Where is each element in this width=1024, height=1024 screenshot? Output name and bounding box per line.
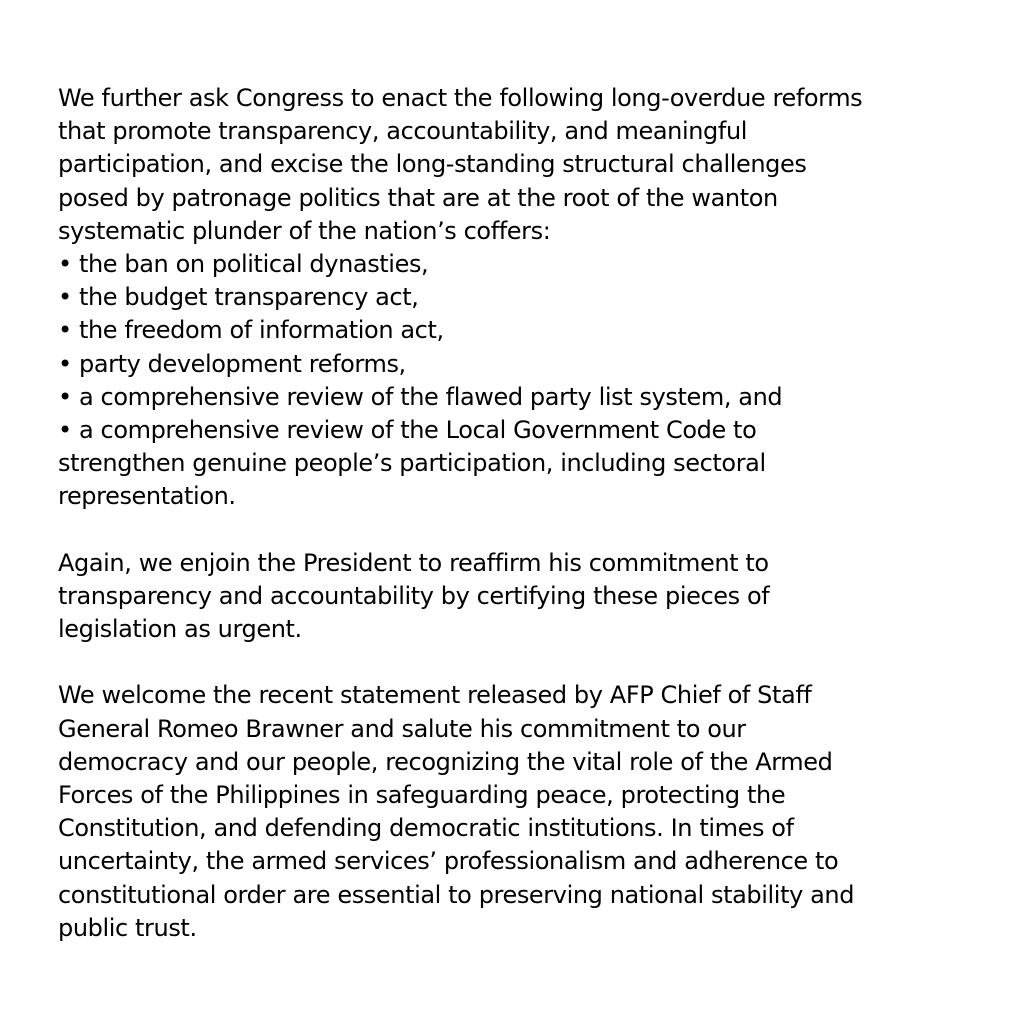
- text-line: participation, and excise the long-standing structural challenges: [58, 150, 807, 179]
- text-line: We further ask Congress to enact the following long-overdue reforms: [58, 84, 863, 112]
- bullet-item: • a comprehensive review of the flawed party list system, and: [58, 382, 783, 411]
- paragraph-reforms: [58, 82, 988, 513]
- text-line: representation.: [58, 482, 236, 511]
- text-line: uncertainty, the armed services’ professionalism and adherence to: [58, 847, 839, 876]
- statement-document: [58, 82, 988, 945]
- text-line: Again, we enjoin the President to reaffirm his commitment to: [58, 548, 769, 577]
- text-line: Forces of the Philippines in safeguarding peace, protecting the: [58, 780, 786, 809]
- text-line: democracy and our people, recognizing the vital role of the Armed: [58, 747, 833, 776]
- bullet-item: • the budget transparency act,: [58, 283, 419, 312]
- text-line: systematic plunder of the nation’s coffers:: [58, 216, 551, 245]
- text-line: posed by patronage politics that are at the root of the wanton: [58, 183, 778, 212]
- text-line: Constitution, and defending democratic institutions. In times of: [58, 814, 794, 843]
- text-line: public trust.: [58, 913, 197, 942]
- paragraph-spacer: [58, 513, 988, 546]
- bullet-item: • party development reforms,: [58, 349, 406, 378]
- text-line: constitutional order are essential to preserving national stability and: [58, 880, 855, 909]
- paragraph-afp: [58, 679, 988, 945]
- text-line: We welcome the recent statement released by AFP Chief of Staff: [58, 681, 812, 710]
- bullet-item: • the freedom of information act,: [58, 316, 444, 345]
- text-line: transparency and accountability by certifying these pieces of: [58, 581, 770, 610]
- paragraph-president: [58, 547, 988, 647]
- text-line: that promote transparency, accountability, and meaningful: [58, 117, 748, 146]
- bullet-item: • the ban on political dynasties,: [58, 249, 429, 278]
- text-line: legislation as urgent.: [58, 615, 302, 643]
- paragraph-spacer: [58, 646, 988, 679]
- text-line: strengthen genuine people’s participation, including sectoral: [58, 449, 766, 478]
- text-line: General Romeo Brawner and salute his commitment to our: [58, 714, 746, 743]
- bullet-item: • a comprehensive review of the Local Government Code to: [58, 415, 757, 444]
